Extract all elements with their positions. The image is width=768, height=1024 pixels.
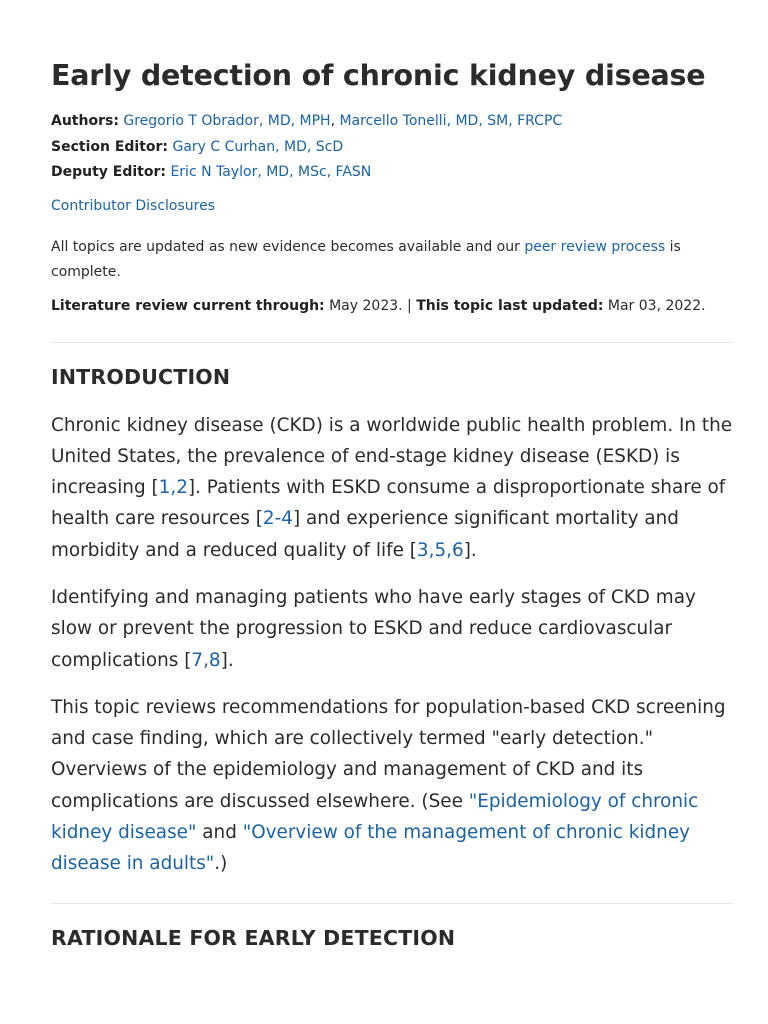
introduction-paragraph-2 xyxy=(51,582,733,676)
reference-link-3-5-6[interactable]: 3,5,6 xyxy=(416,539,464,561)
section-editor-label: Section Editor: xyxy=(51,138,169,155)
author-link-tonelli[interactable]: Marcello Tonelli, MD, SM, FRCPC xyxy=(339,113,563,129)
section-editor-line xyxy=(51,135,733,161)
introduction-heading: INTRODUCTION xyxy=(51,364,231,389)
overview-management-ckd-link[interactable]: "Overview of the management of chronic kidney disease in adults" xyxy=(51,822,691,875)
reference-link-7-8[interactable]: 7,8 xyxy=(191,649,221,671)
paragraph-text: ]. xyxy=(463,539,477,561)
author-link-obrador[interactable]: Gregorio T Obrador, MD, MPH xyxy=(123,113,331,129)
lit-review-value: May 2023. | xyxy=(324,297,417,314)
paragraph-text: .) xyxy=(214,853,228,875)
paragraph-text: ] and experience significant mortality and morbidity and a reduced quality of life [ xyxy=(51,508,679,561)
last-updated-label: This topic last updated: xyxy=(416,297,604,314)
update-note xyxy=(51,235,733,285)
review-dates-line xyxy=(51,294,733,319)
section-divider xyxy=(51,342,733,343)
paragraph-text: and xyxy=(196,822,243,844)
paragraph-text: Chronic kidney disease (CKD) is a worldwide public health problem. In the United States, the prevalence of end-stage kidney disease (ESKD) is increasing [ xyxy=(51,414,733,499)
paragraph-text: Identifying and managing patients who have early stages of CKD may slow or prevent the progression to ESKD and reduce cardiovascular complications [ xyxy=(51,586,696,671)
deputy-editor-label: Deputy Editor: xyxy=(51,164,166,180)
update-note-text-before: All topics are updated as new evidence becomes available and our xyxy=(51,238,525,255)
introduction-paragraph-3 xyxy=(51,692,733,880)
deputy-editor-line xyxy=(51,160,733,186)
rationale-heading: RATIONALE FOR EARLY DETECTION xyxy=(51,925,456,950)
section-editor-link[interactable]: Gary C Curhan, MD, ScD xyxy=(172,138,344,155)
section-divider xyxy=(51,903,733,904)
contributor-disclosures-link[interactable]: Contributor Disclosures xyxy=(51,197,216,214)
deputy-editor-link[interactable]: Eric N Taylor, MD, MSc, FASN xyxy=(170,164,372,180)
peer-review-process-link[interactable]: peer review process xyxy=(524,238,666,255)
authors-label: Authors: xyxy=(51,113,119,129)
introduction-paragraph-1 xyxy=(51,410,733,566)
reference-link-1-2[interactable]: 1,2 xyxy=(158,477,188,499)
lit-review-label: Literature review current through: xyxy=(51,297,325,314)
article-title: Early detection of chronic kidney disease xyxy=(51,59,706,92)
authors-line xyxy=(51,109,733,135)
paragraph-text: ]. Patients with ESKD consume a disproportionate share of health care resources [ xyxy=(51,477,726,530)
paragraph-text: This topic reviews recommendations for population-based CKD screening and case finding, which are collectively termed "early detection." Overviews of the epidemiology and management of CKD and its complications are discussed elsewhere. (See xyxy=(51,696,726,812)
byline xyxy=(51,109,733,186)
epidemiology-ckd-link[interactable]: "Epidemiology of chronic kidney disease" xyxy=(51,790,699,844)
reference-link-2-4[interactable]: 2-4 xyxy=(262,508,293,530)
authors-separator: , xyxy=(330,113,340,129)
update-note-text-after: is complete. xyxy=(51,238,681,280)
paragraph-text: ]. xyxy=(220,649,234,671)
disclosures-line xyxy=(51,193,733,219)
last-updated-value: Mar 03, 2022. xyxy=(603,297,706,314)
